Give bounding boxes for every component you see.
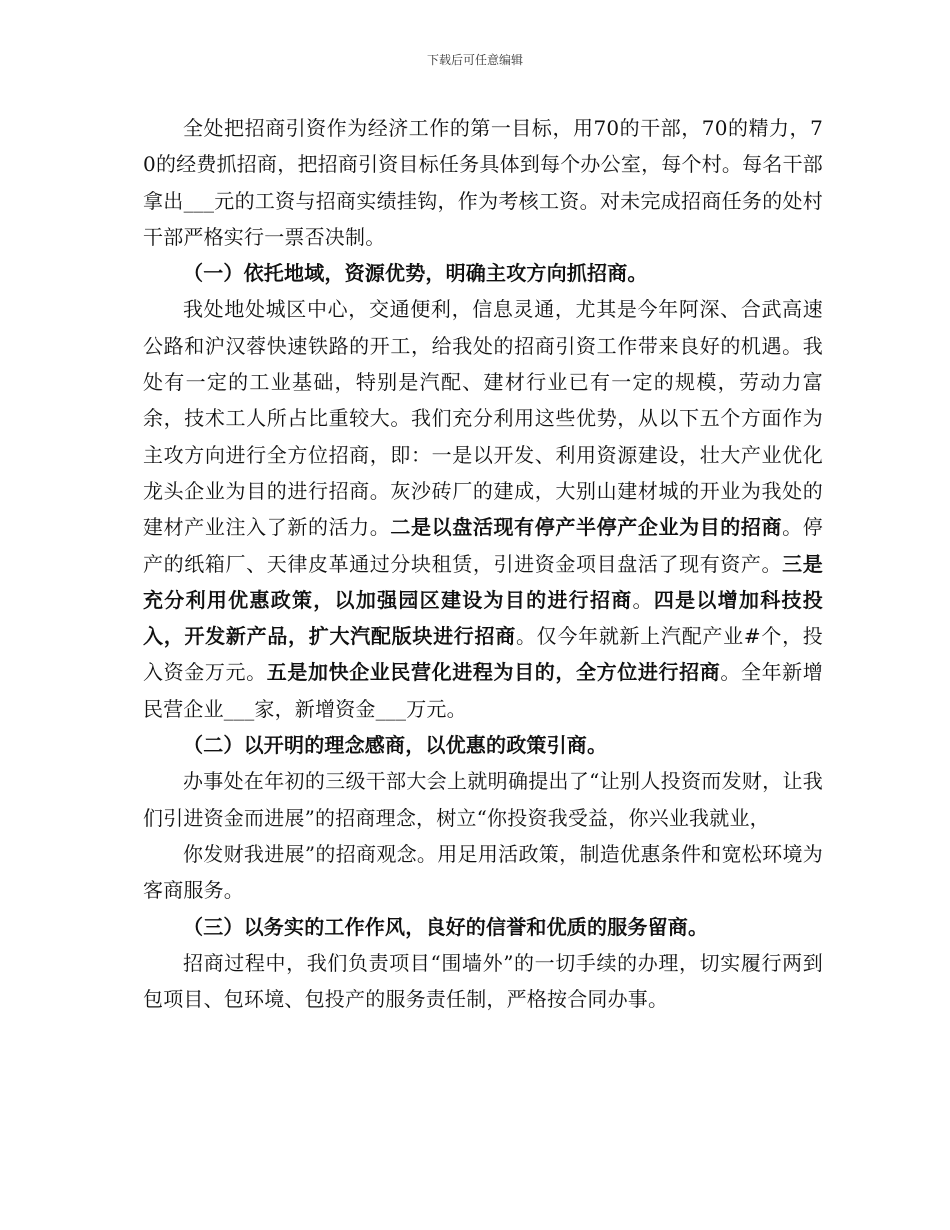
section-heading-3: （三）以务实的工作作风，良好的信誉和优质的服务留商。 (183, 914, 709, 939)
paragraph-investment-philosophy: 办事处在年初的三级干部大会上就明确提出了“让别人投资而发财，让我们引进资金而进展”的招商理念，树立“你投资我受益，你兴业我就业， (143, 769, 823, 830)
paragraph-investment-concept: 你发财我进展”的招商观念。用足用活政策，制造优惠条件和宽松环境为客商服务。 (143, 841, 823, 903)
bold-point-3: 三是充分利用优惠政策，以加强园区建设为目的进行招商 (143, 551, 823, 612)
bold-point-2: 二是以盘活现有停产半停产企业为目的招商 (390, 515, 783, 540)
section-heading-1: （一）依托地域，资源优势，明确主攻方向抓招商。 (183, 261, 648, 286)
bold-point-4: 四是以增加科技投入，开发新产品，扩大汽配版块进行招商 (143, 587, 823, 649)
paragraph-text: 我处地处城区中心，交通便利，信息灵通，尤其是今年阿深、合武高速公路和沪汉蓉快速铁路的开工，给我处的招商引资工作带来良好的机遇。我处有一定的工业基础，特别是汽配、建材行业已有一定的规模，劳动力富余，技术工人所占比重较大。我们充分利用这些优势，从以下五个方面作为主攻方向进行全方位招商，即：一是以开发、利用资源建设，壮大产业优化龙头企业为目的进行招商。灰沙砖厂的建成，大别山建材城的开业为我处的建材产业注入了新的活力。 (143, 297, 823, 540)
document-body (143, 110, 823, 1017)
paragraph-main-directions (143, 291, 823, 727)
paragraph-text: 。全年新增民营企业___家，新增资金___万元。 (143, 660, 824, 721)
bold-point-5: 五是加快企业民营化进程为目的，全方位进行招商 (266, 660, 721, 685)
paragraph-investment-target: 全处把招商引资作为经济工作的第一目标，用70的干部，70的精力，70的经费抓招商，把招商引资目标任务具体到每个办公室，每个村。每名干部拿出___元的工资与招商实绩挂钩，作为考核工资。对未完成招商任务的处村干部严格实行一票否决制。 (143, 116, 823, 249)
section-heading-2: （二）以开明的理念感商，以优惠的政策引商。 (183, 733, 608, 758)
paragraph-service-responsibility: 招商过程中，我们负责项目“围墙外”的一切手续的办理，切实履行两到包项目、包环境、包投产的服务责任制，严格按合同办事。 (143, 950, 823, 1012)
paragraph-text: 。停产的纸箱厂、天律皮革通过分块租赁，引进资金项目盘活了现有资产。 (143, 515, 823, 576)
paragraph-text: 。 (632, 587, 654, 612)
page-header-note: 下载后可任意编辑 (426, 53, 523, 67)
paragraph-text: 。仅今年就新上汽配产业#个，投入资金万元。 (143, 624, 823, 685)
